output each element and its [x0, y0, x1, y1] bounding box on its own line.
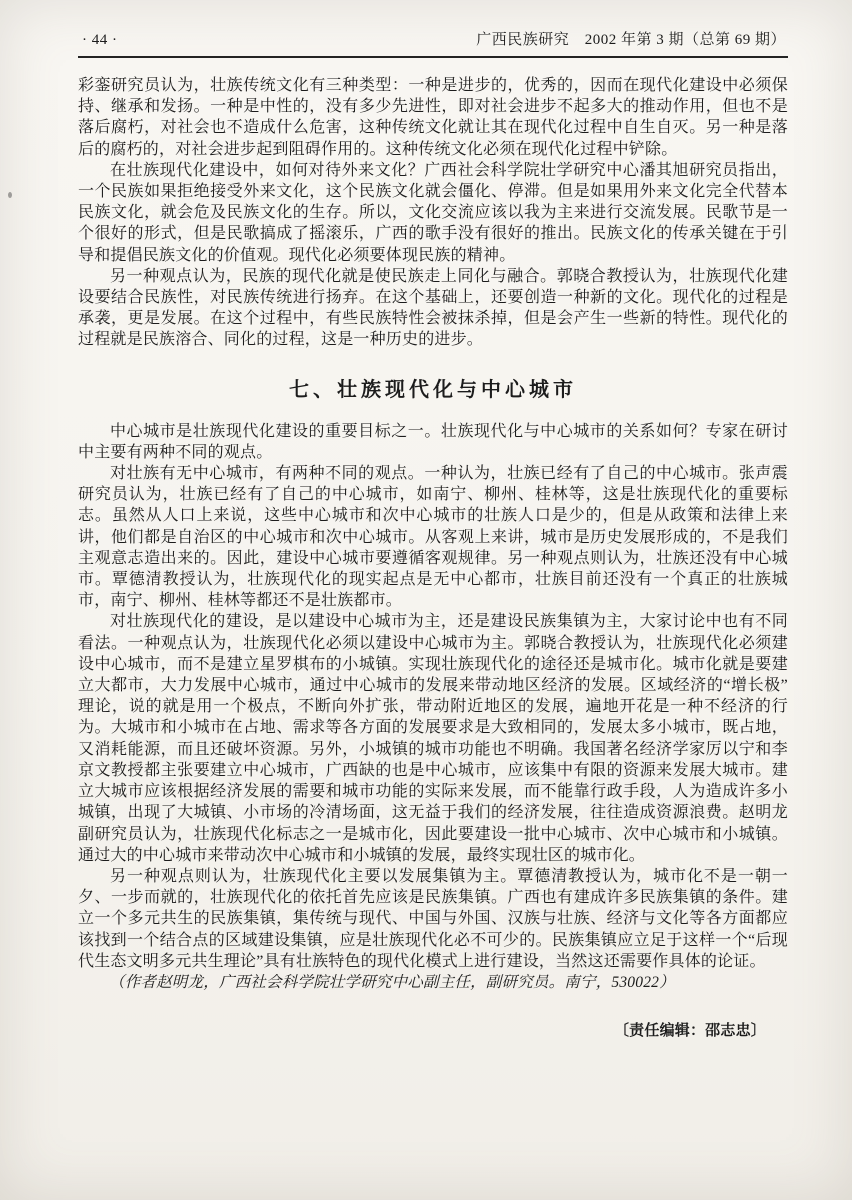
- author-note: （作者赵明龙，广西社会科学院壮学研究中心副主任，副研究员。南宁，530022）: [109, 973, 675, 991]
- header-rule: [78, 56, 788, 58]
- paragraph-ethnic-townships-view: 另一种观点则认为，壮族现代化主要以发展集镇为主。覃德清教授认为，城市化不是一朝一夕、一步而就的，壮族现代化的依托首先应该是民族集镇。广西也有建成许多民族集镇的条件。建立一个多元共生的民族集镇，集传统与现代、中国与外国、汉族与壮族、经济与文化等各方面都应该找到一个结合点的区域建设集镇，应是壮族现代化必不可少的。民族集镇应立足于这样一个“后现代生态文明多元共生理论”具有壮族特色的现代化模式上进行建设，当然这还需要作具体的论证。: [78, 867, 788, 970]
- article-body: [78, 75, 788, 1041]
- journal-title-issue: 广西民族研究 2002 年第 3 期（总第 69 期）: [476, 32, 786, 48]
- paragraph-traditional-culture-types: 彩銮研究员认为，壮族传统文化有三种类型：一种是进步的，优秀的，因而在现代化建设中必须保持、继承和发扬。一种是中性的，没有多少先进性，即对社会进步不起多大的推动作用，但也不是落后腐朽，对社会也不造成什么危害，这种传统文化就让其在现代化过程中自生自灭。另一种是落后的腐朽的，对社会进步起到阻碍作用的。这种传统文化必须在现代化过程中铲除。: [78, 77, 788, 158]
- page-number: · 44 ·: [82, 32, 118, 48]
- scan-artifact: [8, 192, 12, 198]
- paragraph-central-city-intro: 中心城市是壮族现代化建设的重要目标之一。壮族现代化与中心城市的关系如何？专家在研讨中主要有两种不同的观点。: [78, 422, 788, 461]
- section-heading: 七、壮族现代化与中心城市: [289, 378, 577, 401]
- paragraph-city-construction-debate: 对壮族现代化的建设，是以建设中心城市为主，还是建设民族集镇为主，大家讨论中也有不同看法。一种观点认为，壮族现代化必须以建设中心城市为主。郭晓合教授认为，壮族现代化必须建设中心城市，而不是建立星罗棋布的小城镇。实现壮族现代化的途径还是城市化。城市化就是要建立大都市，大力发展中心城市，通过中心城市的发展来带动地区经济的发展。区域经济的“增长极”理论，说的就是用一个极点，不断向外扩张，带动附近地区的发展，遍地开花是一种不经济的行为。大城市和小城市在占地、需求等各方面的发展要求是大致相同的，发展太多小城市，既占地，又消耗能源，而且还破坏资源。另外，小城镇的城市功能也不明确。我国著名经济学家厉以宁和李京文教授都主张要建立中心城市，广西缺的也是中心城市，应该集中有限的资源来发展大城市。建立大城市应该根据经济发展的需要和城市功能的实际来发展，而不能靠行政手段，人为造成许多小城镇，出现了大城镇、小市场的冷清场面，这无益于我们的经济发展，往往造成资源浪费。赵明龙副研究员认为，壮族现代化标志之一是城市化，因此要建设一批中心城市、次中心城市和小城镇。通过大的中心城市来带动次中心城市和小城镇的发展，最终实现壮区的城市化。: [78, 613, 788, 864]
- page-header: [78, 28, 788, 56]
- paragraph-assimilation-view: 另一种观点认为，民族的现代化就是使民族走上同化与融合。郭晓合教授认为，壮族现代化建设要结合民族性，对民族传统进行扬弃。在这个基础上，还要创造一种新的文化。现代化的过程是承袭，更是发展。在这个过程中，有些民族特性会被抹杀掉，但是会产生一些新的特性。现代化的过程就是民族溶合、同化的过程，这是一种历史的进步。: [78, 267, 788, 349]
- paragraph-foreign-culture: 在壮族现代化建设中，如何对待外来文化？广西社会科学院壮学研究中心潘其旭研究员指出，一个民族如果拒绝接受外来文化，这个民族文化就会僵化、停滞。但是如果用外来文化完全代替本民族文化，就会危及民族文化的生存。所以，文化交流应该以我为主来进行交流发展。民歌节是一个很好的形式，但是民歌搞成了摇滚乐，广西的歌手没有很好的推出。民族文化的传承关键在于引导和提倡民族文化的价值观。现代化必须要体现民族的精神。: [78, 161, 788, 264]
- editor-note: 〔责任编辑：邵志忠〕: [613, 1022, 766, 1040]
- paragraph-two-viewpoints-central-city: 对壮族有无中心城市，有两种不同的观点。一种认为，壮族已经有了自己的中心城市。张声震研究员认为，壮族已经有了自己的中心城市，如南宁、柳州、桂林等，这是壮族现代化的重要标志。虽然从人口上来说，这些中心城市和次中心城市的壮族人口是少的，但是从政策和法律上来讲，他们都是自治区的中心城市和次中心城市。从客观上来讲，城市是历史发展形成的，不是我们主观意志造出来的。因此，建设中心城市要遵循客观规律。另一种观点则认为，壮族还没有中心城市。覃德清教授认为，壮族现代化的现实起点是无中心都市，壮族目前还没有一个真正的壮族城市，南宁、柳州、桂林等都还不是壮族都市。: [78, 465, 788, 610]
